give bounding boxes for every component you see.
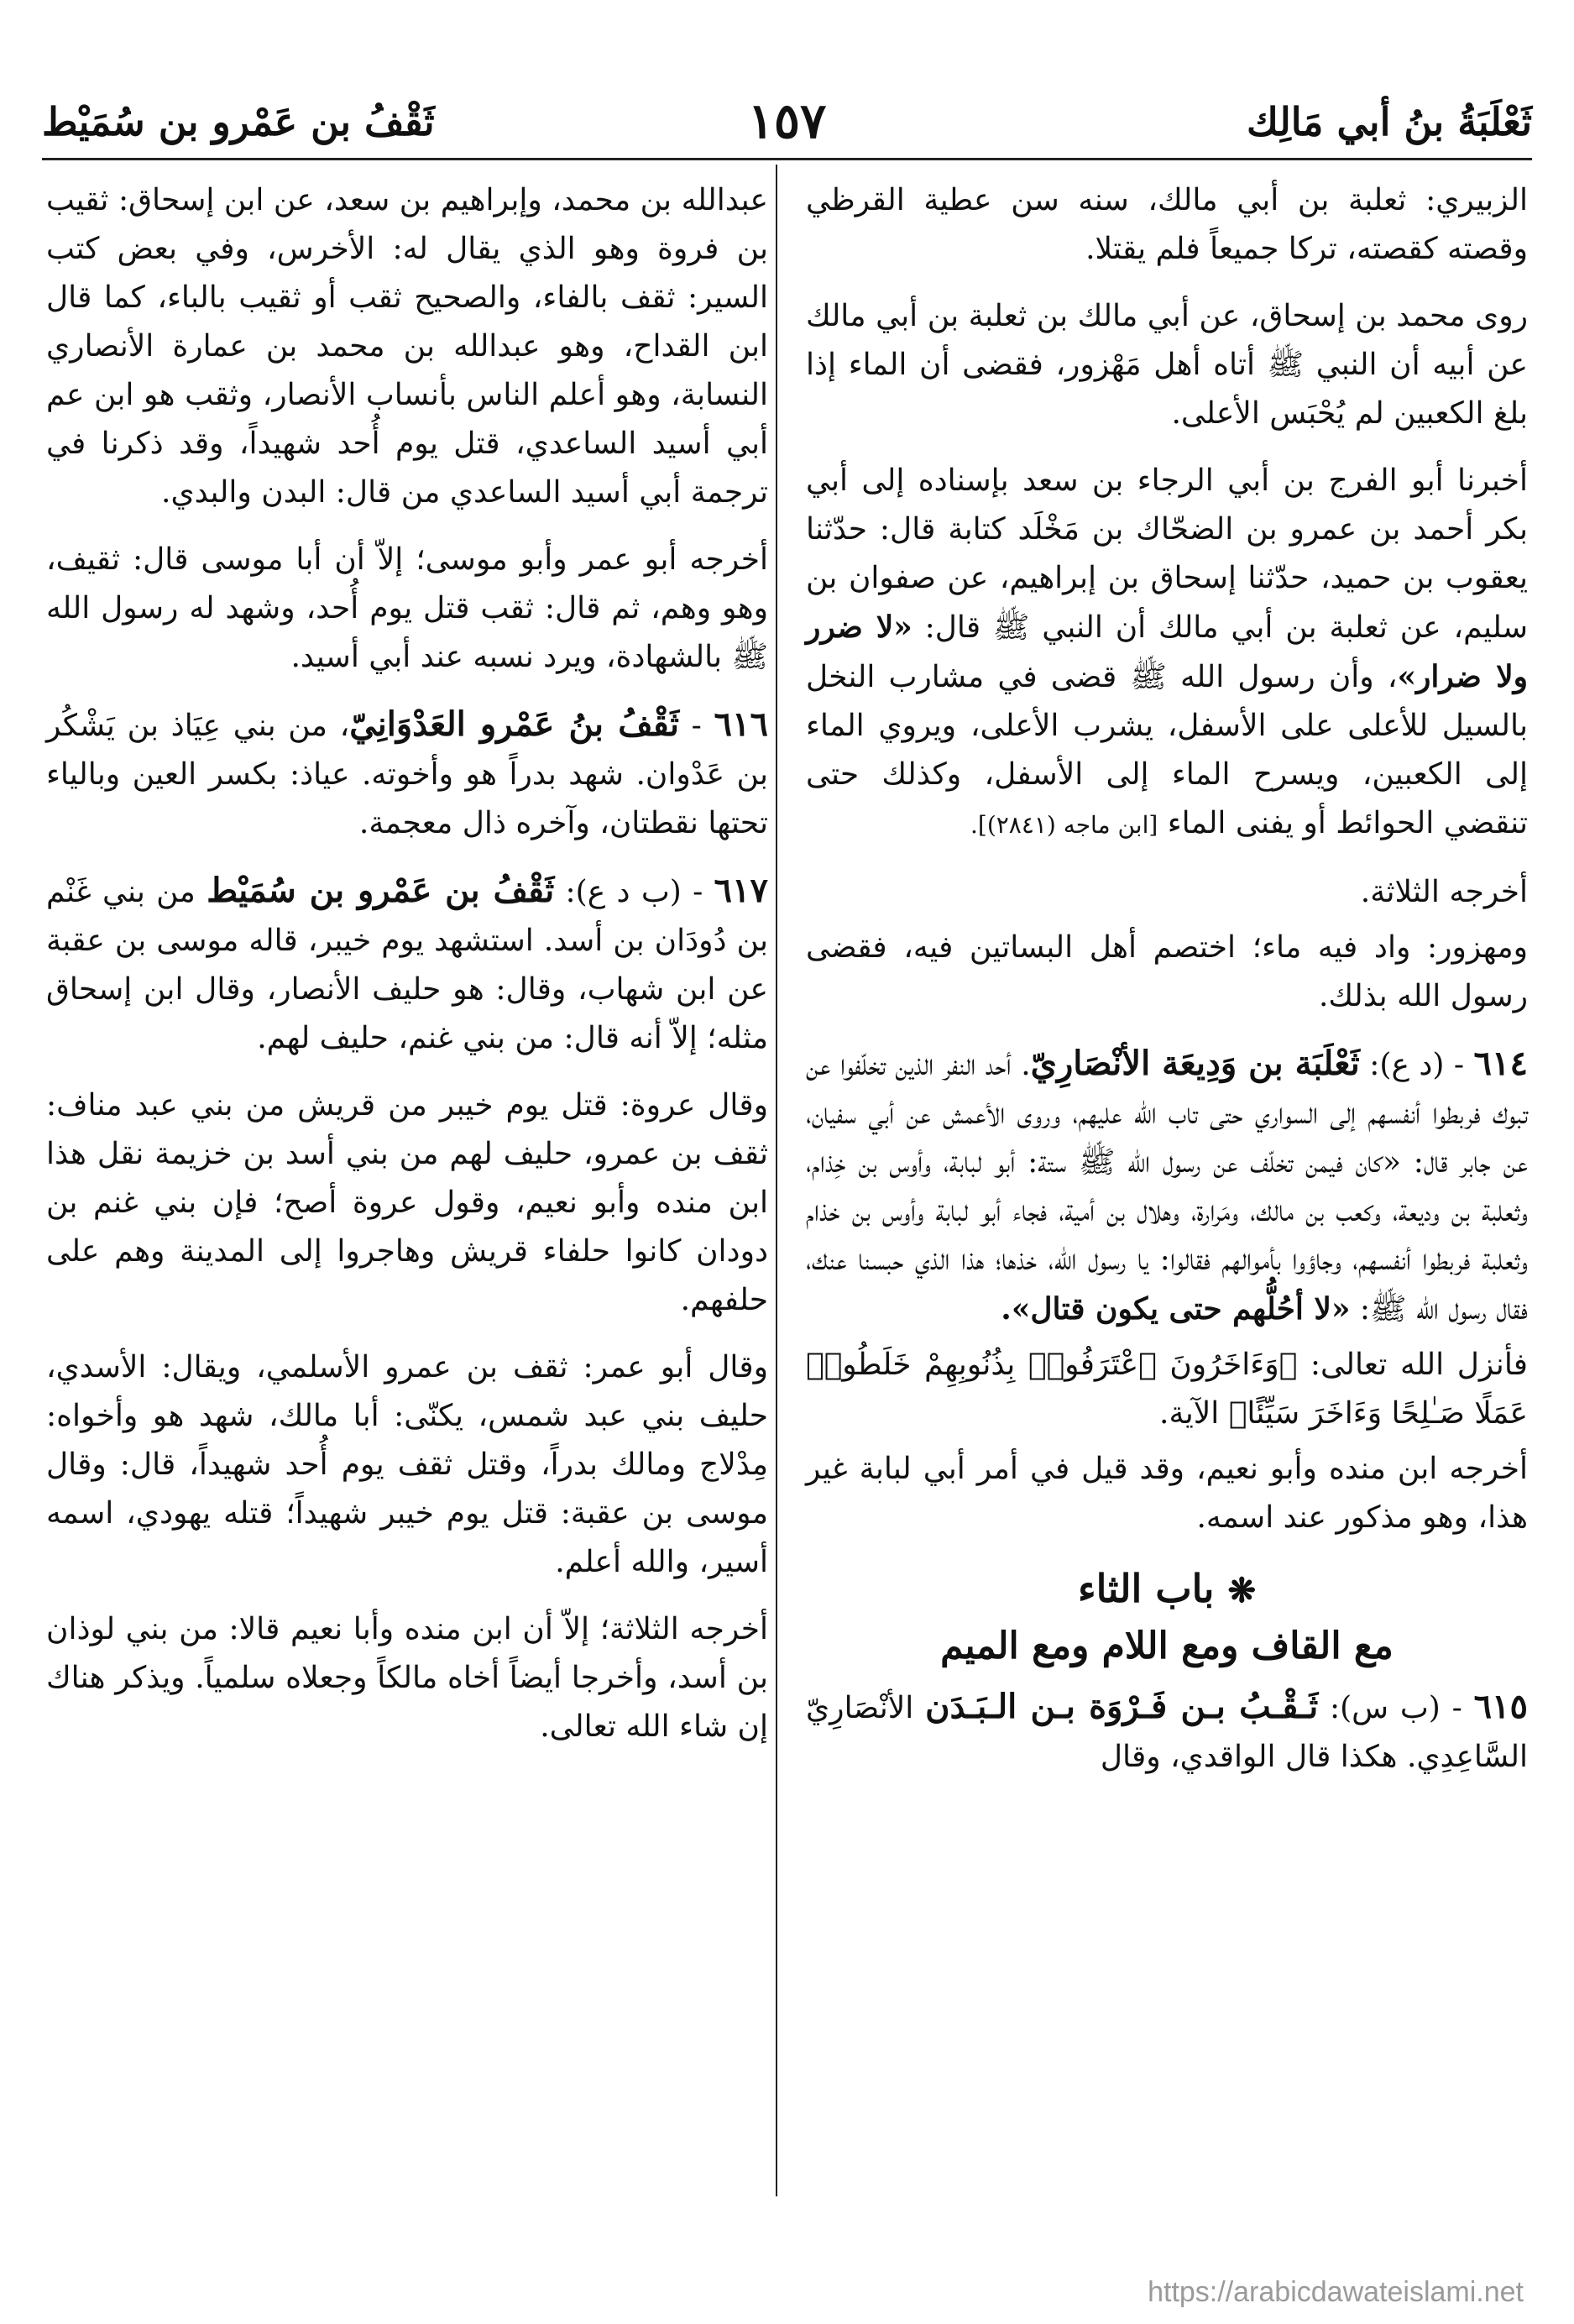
paragraph: ومهزور: واد فيه ماء؛ اختصم أهل البساتين فيه، فقضى رسول الله بذلك.	[806, 930, 1528, 1013]
star-ornament-icon: ❋	[1227, 1571, 1256, 1610]
right-column	[806, 176, 1528, 1800]
hadith-quote: «لا أحُلُّهم حتى يكون قتال».	[1001, 1291, 1351, 1327]
entry-name: ثَقْفُ بنُ عَمْرو العَدْوَانِيّ	[349, 704, 679, 744]
section-title	[806, 1561, 1528, 1619]
entry-text: الأنْصَارِيّ السَّاعِدِي. هكذا قال الواقدي، وقال	[806, 1691, 1528, 1774]
entry-code: - (ب س):	[1318, 1691, 1474, 1725]
entry-615	[806, 1683, 1528, 1782]
section-title-text: باب الثاء	[1078, 1566, 1215, 1611]
entry-text: . أحد النفر الذين تخلّفوا عن تبوك فربطوا أنفسهم إلى السواري حتى تاب الله عليهم، وروى الأعمش عن أبي سفيان، عن جابر قال: «كان فيمن تخلّف عن رسول الله ﷺ ستة: أبو لبابة، وأوس بن خِذام، وثعلبة بن وديعة، وكعب بن مالك، ومَرارة، وهلال بن أمية، فجاء أبو لبابة وأوس بن خذام وثعلبة فربطوا أنفسهم، وجاؤوا بأموالهم فقالوا: يا رسول الله، خذها؛ هذا الذي حبسنا عنك، فقال رسول الله ﷺ:	[806, 1048, 1528, 1327]
paragraph: وقال عروة: قتل يوم خيبر من قريش من بني عبد مناف: ثقف بن عمرو، حليف لهم من بني أسد بن خزيمة نقل هذا ابن منده وأبو نعيم، وقول عروة أصح؛ فإن بني غنم بن دودان كانوا حلفاء قريش وهاجروا إلى المدينة وهم على حلفهم.	[46, 1088, 768, 1317]
paragraph-text: ، وأن رسول الله ﷺ قضى في مشارب النخل بالسيل للأعلى على الأسفل، يشرب الأعلى، ويروي الماء إلى الكعبين، ويسرح الماء إلى الأسفل، وكذلك حتى تنقضي الحوائط أو يفنى الماء	[806, 660, 1528, 840]
entry-code: -	[679, 709, 714, 743]
running-title-left: ثَقْفُ بن عَمْرو بن سُمَيْط	[42, 99, 435, 144]
section-subtitle: مع القاف ومع اللام ومع الميم	[940, 1625, 1394, 1667]
entry-number: ٦١٥	[1473, 1687, 1529, 1726]
entry-617	[46, 866, 768, 1063]
paragraph-text: أخبرنا أبو الفرج بن أبي الرجاء بن سعد بإسناده إلى أبي بكر أحمد بن عمرو بن الضحّاك بن مَخْلَد كتابة قال: حدّثنا يعقوب بن حميد، حدّثنا إسحاق بن إبراهيم، عن صفوان بن سليم، عن ثعلبة بن أبي مالك أن النبي ﷺ قال:	[806, 463, 1528, 645]
watermark-url: https://arabicdawateislami.net	[1148, 2276, 1524, 2308]
entry-code: - (د ع):	[1359, 1048, 1474, 1082]
paragraph: عبدالله بن محمد، وإبراهيم بن سعد، عن ابن إسحاق: ثقيب بن فروة وهو الذي يقال له: الأخرس، وفي بعض كتب السير: ثقف بالفاء، والصحيح ثقب أو ثقيب بالباء، كما قال ابن القداح، وهو عبدالله بن محمد بن عمارة الأنصاري النسابة، وهو أعلم الناس بأنساب الأنصار، وثقب هو ابن عم أبي أسيد الساعدي، قتل يوم أُحد شهيداً، وقد ذكرنا في ترجمة أبي أسيد الساعدي من قال: البدن والبدي.	[46, 183, 768, 510]
paragraph: أخرجه الثلاثة؛ إلاّ أن ابن منده وأبا نعيم قالا: من بني لوذان بن أسد، وأخرجا أيضاً أخاه مالكاً وجعلاه سلمياً. ويذكر هناك إن شاء الله تعالى.	[46, 1612, 768, 1744]
paragraph: الزبيري: ثعلبة بن أبي مالك، سنه سن عطية القرظي وقصته كقصته، تركا جميعاً فلم يقتلا.	[806, 183, 1528, 266]
hadith-quote: «لا ضرر ولا ضرار»	[806, 610, 1528, 694]
page-number: ١٥٧	[747, 92, 827, 149]
entry-616	[46, 700, 768, 848]
entry-number: ٦١٦	[714, 704, 768, 744]
running-title-right: ثَعْلَبَةُ بنُ أبي مَالِك	[1247, 99, 1532, 144]
entry-text: من بني غَنْم بن دُودَان بن أسد. استشهد يوم خيبر، قاله موسى بن عقبة عن ابن شهاب، وقال: هو حليف الأنصار، وقال ابن إسحاق مثله؛ إلاّ أنه قال: من بني غنم، حليف لهم.	[46, 875, 768, 1055]
entry-number: ٦١٤	[1473, 1044, 1528, 1083]
header-rule	[42, 158, 1532, 160]
entry-name: ثَعْلَبَة بن وَدِيعَة الأنْصَارِيّ	[1030, 1044, 1360, 1083]
paragraph	[806, 457, 1528, 850]
paragraph: روى محمد بن إسحاق، عن أبي مالك بن ثعلبة بن أبي مالك عن أبيه أن النبي ﷺ أتاه أهل مَهْزور، فقضى أن الماء إذا بلغ الكعبين لم يُحْبَس الأعلى.	[806, 299, 1528, 431]
page-header	[42, 92, 1532, 151]
entry-614	[806, 1039, 1528, 1334]
left-column	[46, 176, 768, 1770]
paragraph: وقال أبو عمر: ثقف بن عمرو الأسلمي، ويقال: الأسدي، حليف بني عبد شمس، يكنّى: أبا مالك، شهد هو وأخواه: مِدْلاج ومالك بدراً، وقتل ثقف يوم أُحد شهيداً، قال: وقال موسى بن عقبة: قتل يوم خيبر شهيداً؛ قتله يهودي، اسمه أسير، والله أعلم.	[46, 1350, 768, 1579]
entry-code: - (ب د ع):	[554, 875, 714, 909]
entry-name: ثَقْفُ بن عَمْرو بن سُمَيْط	[207, 871, 555, 910]
paragraph: أخرجه الثلاثة.	[1360, 875, 1528, 909]
entry-number: ٦١٧	[714, 871, 768, 910]
paragraph: أخرجه ابن منده وأبو نعيم، وقد قيل في أمر أبي لبابة غير هذا، وهو مذكور عند اسمه.	[806, 1452, 1528, 1535]
citation: [ابن ماجه (٢٨٤١)].	[970, 811, 1158, 839]
column-divider	[776, 165, 777, 2196]
entry-text: ، من بني عِيَاذ بن يَشْكُر بن عَدْوان. شهد بدراً هو وأخوته. عياذ: بكسر العين وبالياء تحتها نقطتان، وآخره ذال معجمة.	[46, 709, 768, 840]
entry-name: ثَـقْـبُ بـن فَـرْوَة بـن الـبَـدَن	[925, 1687, 1319, 1726]
quran-verse: فأنزل الله تعالى: ﴿وَءَاخَرُونَ ٱعْتَرَفُوا۟ بِذُنُوبِهِمْ خَلَطُوا۟ عَمَلًا صَـٰلِحًا وَءَاخَرَ سَيِّئًا﴾ الآية.	[806, 1348, 1528, 1431]
paragraph: أخرجه أبو عمر وأبو موسى؛ إلاّ أن أبا موسى قال: ثقيف، وهو وهم، ثم قال: ثقب قتل يوم أُحد، وشهد له رسول الله ﷺ بالشهادة، ويرد نسبه عند أبي أسيد.	[46, 542, 768, 674]
